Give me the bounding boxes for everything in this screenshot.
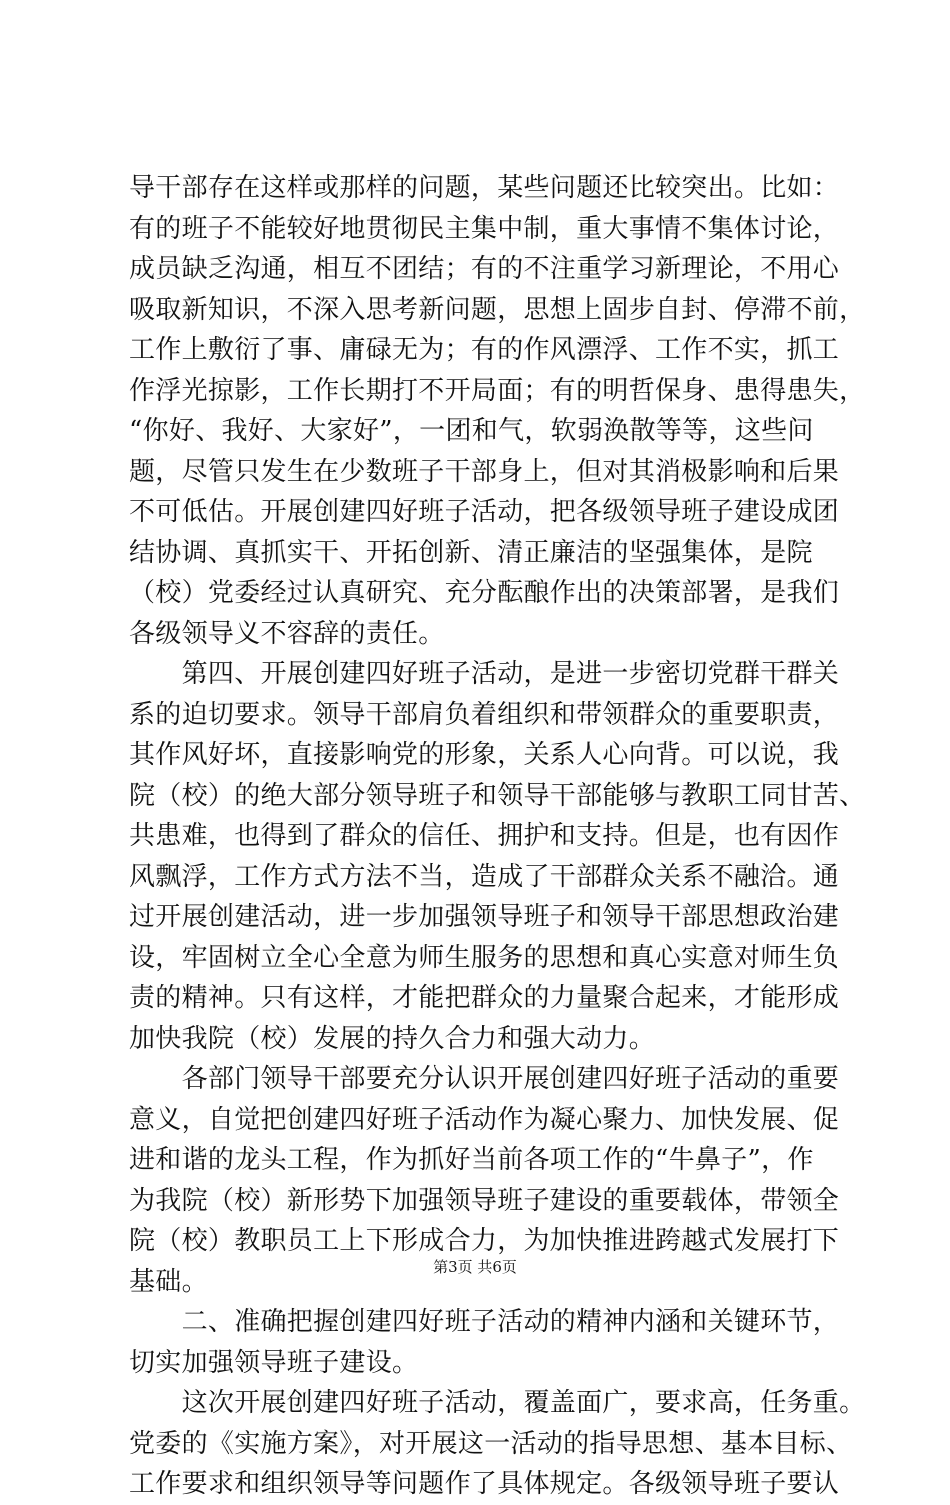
text-line: 共患难，也得到了群众的信任、拥护和支持。但是，也有因作 [129, 821, 840, 851]
text-line: 工作上敷衍了事、庸碌无为；有的作风漂浮、工作不实，抓工 [129, 335, 840, 365]
text-line: 院（校）的绝大部分领导班子和领导干部能够与教职工同甘苦、 [129, 780, 866, 811]
text-line: 工作要求和组织领导等问题作了具体规定。各级领导班子要认 [129, 1469, 840, 1499]
text-line: 成员缺乏沟通，相互不团结；有的不注重学习新理论，不用心 [129, 254, 840, 284]
text-line: 进和谐的龙头工程，作为抓好当前各项工作的“牛鼻子”，作 [129, 1145, 814, 1175]
text-line: 各级领导义不容辞的责任。 [129, 618, 445, 649]
text-line: 为我院（校）新形势下加强领导班子建设的重要载体，带领全 [129, 1185, 840, 1216]
text-line: 切实加强领导班子建设。 [129, 1347, 419, 1378]
text-line: 导干部存在这样或那样的问题，某些问题还比较突出。比如： [129, 173, 840, 203]
text-line: 各部门领导干部要充分认识开展创建四好班子活动的重要 [129, 1064, 840, 1094]
text-line: 加快我院（校）发展的持久合力和强大动力。 [129, 1023, 656, 1054]
text-line: 吸取新知识，不深入思考新问题，思想上固步自封、停滞不前， [129, 294, 866, 325]
body-text [129, 168, 866, 1505]
text-line: 题，尽管只发生在少数班子干部身上，但对其消极影响和后果 [129, 456, 840, 487]
text-line: 其作风好坏，直接影响党的形象，关系人心向背。可以说，我 [129, 740, 840, 770]
text-line: 院（校）教职员工上下形成合力，为加快推进跨越式发展打下 [129, 1226, 840, 1256]
page-footer: 第3页 共6页 [433, 1258, 517, 1276]
text-line: 结协调、真抓实干、开拓创新、清正廉洁的坚强集体，是院 [129, 537, 813, 568]
text-line: 作浮光掠影，工作长期打不开局面；有的明哲保身、患得患失， [129, 375, 866, 406]
text-line: 第四、开展创建四好班子活动，是进一步密切党群干群关 [129, 659, 840, 689]
text-line: “你好、我好、大家好”，一团和气，软弱涣散等等，这些问 [129, 416, 814, 446]
text-line: 设，牢固树立全心全意为师生服务的思想和真心实意对师生负 [129, 942, 840, 973]
text-line: 党委的《实施方案》，对开展这一活动的指导思想、基本目标、 [129, 1428, 853, 1459]
text-line: 不可低估。开展创建四好班子活动，把各级领导班子建设成团 [129, 497, 840, 527]
text-line: 责的精神。只有这样，才能把群众的力量聚合起来，才能形成 [129, 983, 840, 1013]
text-line: 基础。 [129, 1266, 208, 1297]
text-line: 有的班子不能较好地贯彻民主集中制，重大事情不集体讨论， [129, 213, 840, 244]
text-line: 风飘浮，工作方式方法不当，造成了干部群众关系不融洽。通 [129, 861, 840, 892]
text-line: 这次开展创建四好班子活动，覆盖面广，要求高，任务重。 [129, 1388, 866, 1418]
text-line: 二、准确把握创建四好班子活动的精神内涵和关键环节， [129, 1307, 840, 1337]
text-line: 系的迫切要求。领导干部肩负着组织和带领群众的重要职责， [129, 699, 840, 730]
text-line: 过开展创建活动，进一步加强领导班子和领导干部思想政治建 [129, 902, 840, 932]
text-line: 意义，自觉把创建四好班子活动作为凝心聚力、加快发展、促 [129, 1104, 840, 1135]
text-line: （校）党委经过认真研究、充分酝酿作出的决策部署，是我们 [129, 578, 840, 608]
